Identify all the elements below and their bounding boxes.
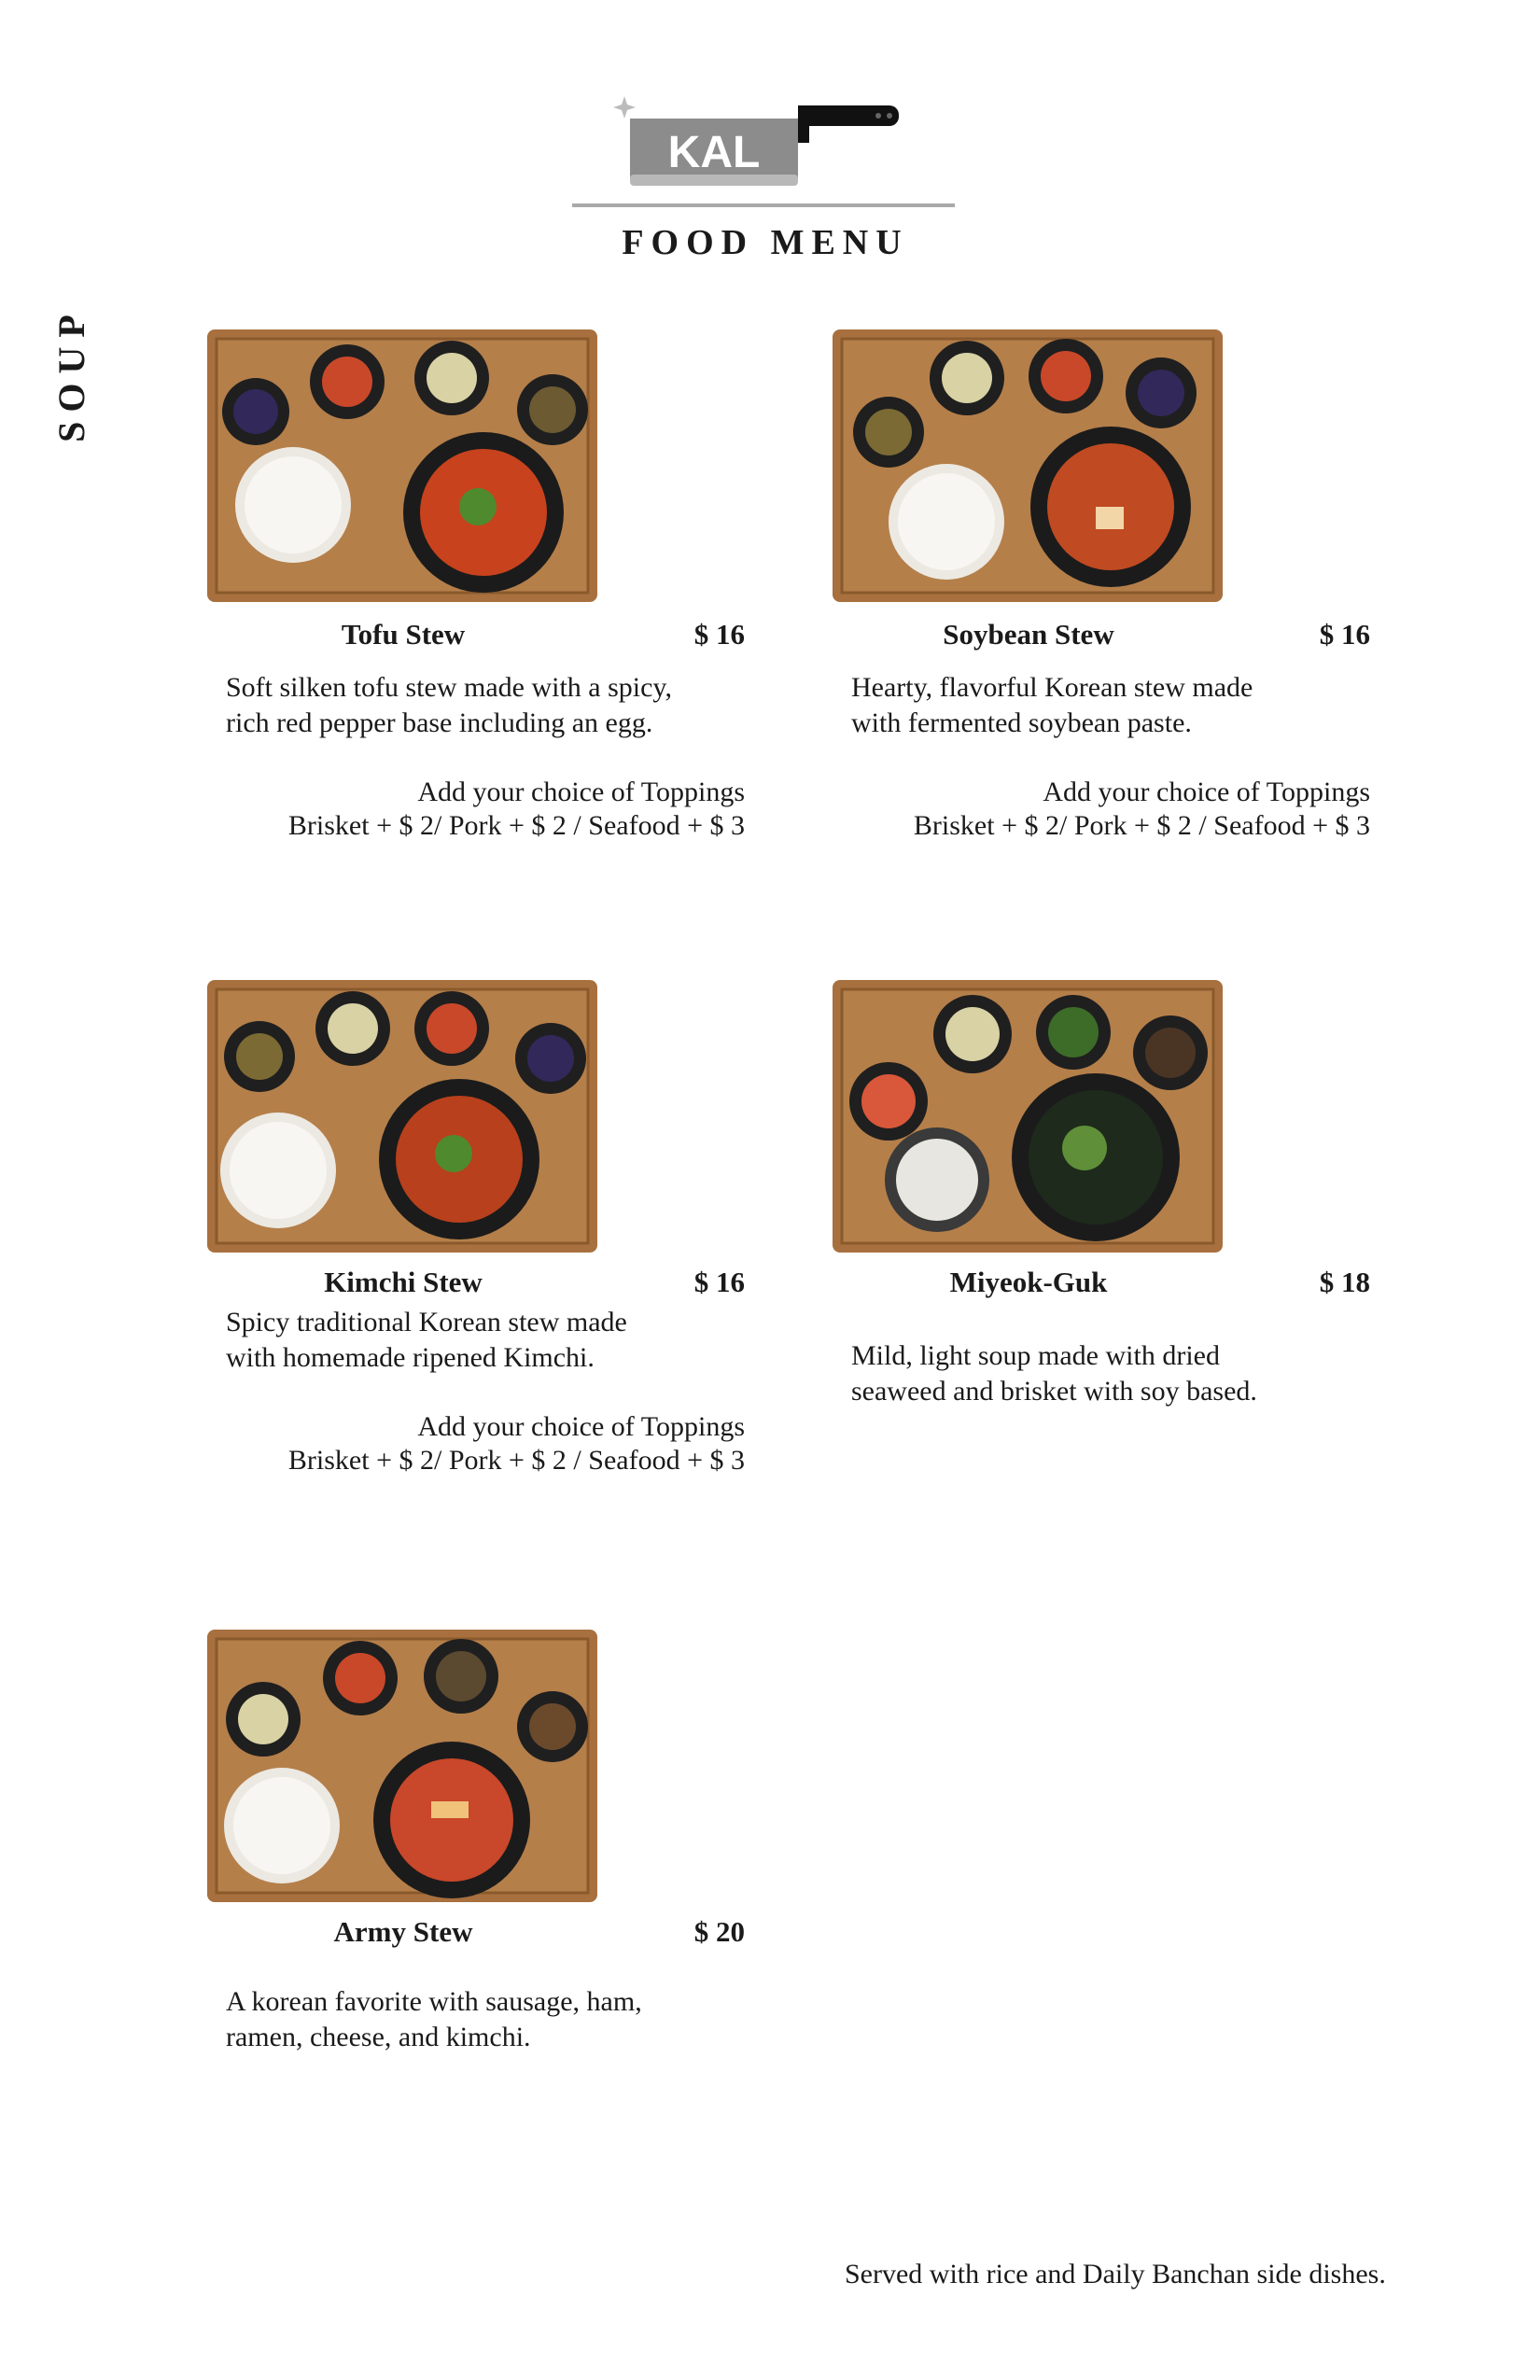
- section-label-text: SOUP: [49, 304, 92, 442]
- item-name: Miyeok-Guk: [949, 1266, 1108, 1298]
- item-price: $ 20: [693, 1915, 745, 1948]
- item-price: $ 16: [693, 1266, 745, 1298]
- item-description: Soft silken tofu stew made with a spicy, rich red pepper base including an egg.: [226, 672, 672, 738]
- item-description: Mild, light soup made with dried seaweed and brisket with soy based.: [851, 1340, 1257, 1407]
- army-stew-photo: [207, 1630, 597, 1902]
- toppings-heading: Add your choice of Toppings: [1043, 777, 1370, 807]
- kal-logo: [611, 89, 919, 196]
- kimchi-stew-photo: [207, 980, 597, 1253]
- section-label: [43, 289, 99, 457]
- item-name: Kimchi Stew: [324, 1266, 483, 1298]
- toppings-heading: Add your choice of Toppings: [417, 1411, 745, 1442]
- toppings-prices: Brisket + $ 2/ Pork + $ 2 / Seafood + $ 3: [913, 810, 1370, 841]
- toppings-heading: Add your choice of Toppings: [417, 777, 745, 807]
- soybean-stew-photo: [833, 329, 1223, 602]
- item-description: Hearty, flavorful Korean stew made with fermented soybean paste.: [851, 672, 1253, 738]
- item-price: $ 16: [693, 618, 745, 651]
- logo-text: KAL: [667, 128, 761, 177]
- footer-note: Served with rice and Daily Banchan side dishes.: [845, 2259, 1386, 2289]
- toppings-prices: Brisket + $ 2/ Pork + $ 2 / Seafood + $ 3: [287, 1445, 745, 1476]
- item-price: $ 18: [1319, 1266, 1370, 1298]
- item-description: Spicy traditional Korean stew made with homemade ripened Kimchi.: [226, 1307, 627, 1373]
- item-price: $ 16: [1319, 618, 1370, 651]
- item-name: Soybean Stew: [943, 618, 1114, 651]
- tofu-stew-photo: [207, 329, 597, 602]
- item-name: Tofu Stew: [341, 618, 466, 651]
- page-title: FOOD MENU: [622, 223, 909, 262]
- item-name: Army Stew: [333, 1915, 473, 1948]
- toppings-prices: Brisket + $ 2/ Pork + $ 2 / Seafood + $ 3: [287, 810, 745, 841]
- item-description: A korean favorite with sausage, ham, ramen, cheese, and kimchi.: [226, 1986, 642, 2052]
- sparkle-icon: [613, 96, 636, 119]
- miyeok-guk-photo: [833, 980, 1223, 1253]
- logo-rule: [572, 203, 955, 207]
